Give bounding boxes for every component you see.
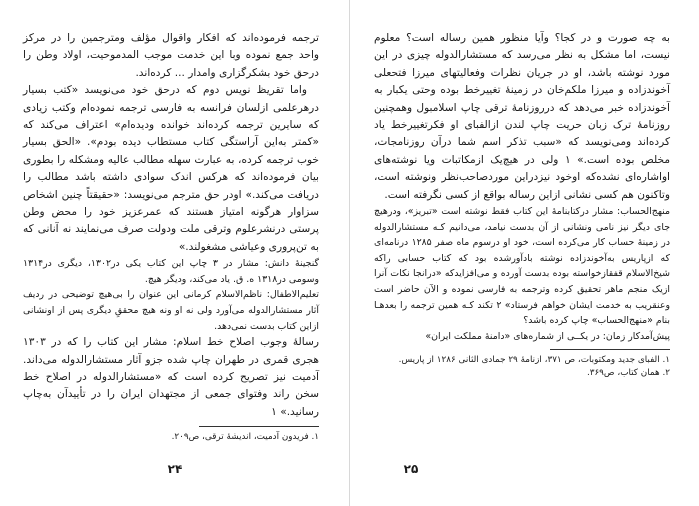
left-page <box>0 0 349 506</box>
left-page-text-column <box>23 30 319 444</box>
left-paragraph-3: گنجینهٔ دانش: مشار در ۳ چاپ این کتاب یکی در۱۳۰۲، دیگری در۱۳۱۴ وسومی در۱۳۱۸ ه. ق. یاد می‌کند، ودیگر هیچ. <box>23 258 319 285</box>
right-page-text-column <box>374 30 670 380</box>
right-page <box>350 0 699 506</box>
right-paragraph-1: به چه صورت و در کجا؟ وآیا منظور همین رساله است؟ معلوم نیست، اما مشکل به نظر می‌رسد که مستشارالدوله چیزی در این مورد نوشته باشد، او در جریان نظرات وفعالیتهای میرزا فتحعلی آخوندزاده و میرزا ملکم‌خان در زمینهٔ تغییرخط بوده وحتی یکبار به آخوندزاده خبر می‌دهد که درروزنامهٔ ترقی چاپ اسلامبول وهمچنین روزنامهٔ ترک زبان حریت چاپ لندن ازالفبای او فکرتغییرخط یاد کرده‌اند ومی‌نویسد که «سبب تذکر اسم شما درآن روزنامجات، مخلص بوده است.» ۱ ولی در هیچ‌یک ازمکاتبات ویا نوشته‌های اواشاره‌ای نشده‌که اوخود نیزدراین موردصاحب‌نظر ونوشته است، وتاکنون هم کسی نشانی ازاین رساله بواقع از کسی نگرفته است. <box>374 32 670 201</box>
left-footnote-1: ۱. فریدون آدمیت، اندیشهٔ ترقی، ص۲۰۹. <box>171 432 319 443</box>
left-page-number: ۲۴ <box>167 462 183 476</box>
right-page-number: ۲۵ <box>403 462 419 476</box>
right-paragraph-3: پیش‌آمدکار زمان: در یکــی از شماره‌های «دامنهٔ مملکت ایران» <box>425 330 670 342</box>
right-footnote-1: ۱. الفبای جدید ومکتوبات، ص ۳۷۱، ازنامهٔ ۲۹ جمادی الثانی ۱۲۸۶ از پاریس. <box>398 355 670 366</box>
left-paragraph-2: واما تقریظ نویس دوم که درحق خود می‌نویسد «کتب بسیار درهرعلمی ازلسان فرانسه به فارسی ترجمه نموده‌ام وکتب زیادی که سایرین ترجمه کرده‌اند خوانده ودیده‌ام» اعتراف می‌کند که «کمتر به‌این آراستگی کتاب مستطاب دیده بودم». «الحق بسیار خوب ترجمه کرده، به عبارت سهله مطالب عالیه ومشکله را بطوری بیان فرموده‌اند که هرکس اندک سوادی داشته باشد مطالب را دریافت می‌کند.» اودر حق مترجم می‌نویسد: «حقیقتاً چنین اشخاص سزاوار هرگونه امتیاز هستند که عمرعزیز خود را محض وطن پرستی درنشرعلوم وترقی ملت ودولت صرف می‌نمایند نه آنانی که به تن‌پروری وعیاشی مشغولند.» <box>23 84 319 253</box>
right-paragraph-2: منهج‌الحساب: مشار درکتابنامهٔ این کتاب فقط نوشته است «تبریز»، ودرهیچ جای دیگر نیز نامی ونشانی از آن بدست نیامد، می‌دانیم کـه مستشارالدوله در زمینهٔ حساب کار می‌کرده است، خود او درسوم ماه صفر ۱۲۸۵ درنامه‌ای که ازپاریس به‌آخوندزاده نوشته بادآورشده بود که کتاب حسابی راکه شیخ‌الاسلام قفقازخواسته بوده بدست آورده و می‌افزایدکه «درانجا نکات آنرا ازیک منجم ماهر تحقیق کرده وترجمه به فارسی نموده و الآن حاضر است وعنقریب به خدمت ایشان خواهم فرستاد» ۲ تکند کـه همین ترجمه را بعدهـا بنام «منهج‌الحساب» چاپ کرده باشد؟ <box>374 206 671 327</box>
left-paragraph-1: ترجمه فرموده‌اند که افکار واقوال مؤلف ومترجمین را در مرکز واحد جمع نموده وبا این خدمت موجب المدموحیت، اولاد وطن را درحق خود بشکرگزاری وامدار ... کرده‌اند. <box>23 32 319 79</box>
footnote-divider <box>550 349 670 350</box>
left-paragraph-5: رسالهٔ وجوب اصلاح خط اسلام: مشار این کتاب را که در ۱۳۰۳ هجری قمری در طهران چاپ شده جزو آثار مستشارالدوله می‌داند. آدمیت نیز تصریح کرده است که «مستشارالدوله در اصلاح خط سخن راند وفتوای جمعی از مجتهدان ایران را در تأییدآن به‌چاپ رسانید.» ۱ <box>23 336 319 418</box>
right-footnote-2: ۲. همان کتاب، ص۳۶۹. <box>586 368 670 379</box>
left-paragraph-4: تعلیم‌الاطفال: ناظم‌الاسلام کرمانی این عنوان را بی‌هیچ توضیحی در ردیف آثار مستشارالدوله می‌آورد ولی نه او ونه هیچ محققِ دیگری پس از اونشانی ازاین کتاب بدست نمی‌دهد. <box>23 289 319 332</box>
footnote-divider <box>199 426 319 427</box>
